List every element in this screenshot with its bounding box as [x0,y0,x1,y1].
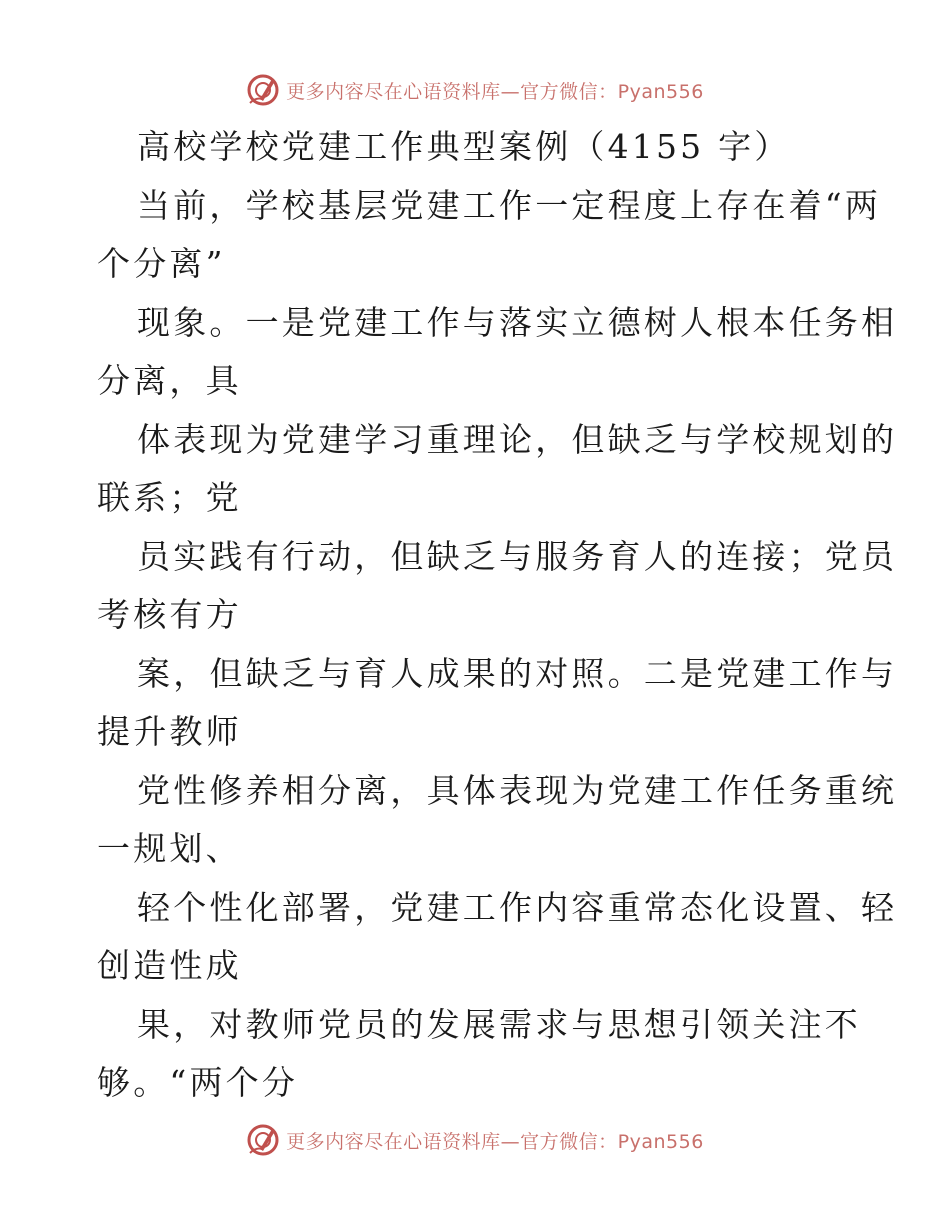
text-line: 一规划、 [97,829,242,868]
footer-watermark [0,1120,950,1160]
text-line: 创造性成 [97,946,242,985]
text-line: 提升教师 [97,712,242,751]
text-line: 分离，具 [97,361,242,400]
text-line: 联系；党 [97,478,242,517]
text-line: 轻个性化部署，党建工作内容重常态化设置、轻 [137,887,898,927]
text-line: 体表现为党建学习重理论，但缺乏与学校规划的 [137,419,898,459]
watermark-text: 更多内容尽在心语资料库—官方微信：Pyan556 [286,1130,704,1153]
watermark-logo-icon [246,73,280,107]
text-line: 现象。一是党建工作与落实立德树人根本任务相 [137,302,898,342]
text-line: 党性修养相分离，具体表现为党建工作任务重统 [137,770,898,810]
document-body [97,118,898,1113]
watermark-logo-icon [246,1123,280,1157]
text-line: 案，但缺乏与育人成果的对照。二是党建工作与 [137,653,898,693]
watermark-text: 更多内容尽在心语资料库—官方微信：Pyan556 [286,80,704,103]
header-watermark [0,70,950,110]
text-line: 当前，学校基层党建工作一定程度上存在着“两 [137,185,882,225]
text-line: 高校学校党建工作典型案例（4155 字） [137,127,791,166]
text-line: 果，对教师党员的发展需求与思想引领关注不 [137,1004,861,1044]
text-line: 考核有方 [97,595,242,634]
text-line: 够。“两个分 [97,1063,299,1102]
text-line: 个分离” [97,244,226,283]
text-line: 员实践有行动，但缺乏与服务育人的连接；党员 [137,536,898,576]
